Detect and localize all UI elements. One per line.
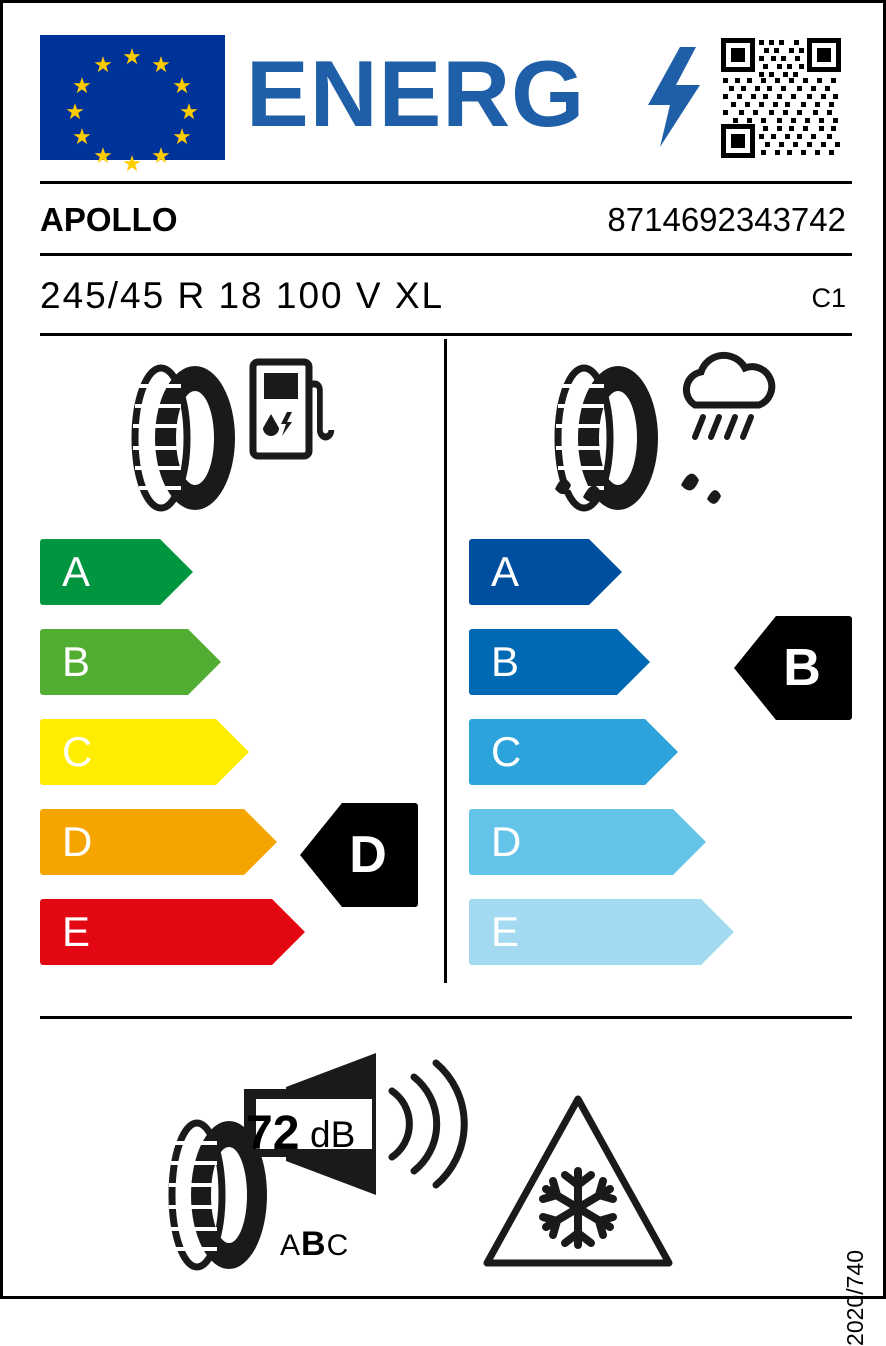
grade-bar-tip (272, 899, 305, 965)
noise-unit: dB (310, 1114, 356, 1155)
qr-code-icon (719, 36, 843, 160)
wet-grade-e (469, 899, 741, 965)
grade-letter: B (62, 638, 91, 685)
grade-bar-tip (673, 809, 706, 875)
grade-bar-tip (188, 629, 221, 695)
grade-letter: A (62, 548, 91, 595)
eu-flag-icon: ★ ★ ★ ★ ★ ★ ★ ★ ★ ★ ★ ★ (40, 35, 225, 160)
grade-bar-tip (617, 629, 650, 695)
grade-bar (469, 539, 629, 605)
label-version-code: 2020/740 (842, 1250, 868, 1346)
grade-bar-tip (589, 539, 622, 605)
grade-bar (40, 899, 312, 965)
grade-letter: E (62, 908, 91, 955)
grade-bar-tip (216, 719, 249, 785)
grade-letter: A (491, 548, 520, 595)
grade-letter: D (62, 818, 93, 865)
noise-class-a: A (280, 1229, 302, 1262)
grade-bar (469, 629, 657, 695)
grade-bar-body (469, 539, 589, 605)
tyre-class: C1 (811, 283, 846, 313)
tyre-size: 245/45 R 18 100 V XL (40, 275, 445, 316)
wet-grip-rating: B (783, 639, 821, 697)
divider-size (40, 333, 852, 336)
noise-class-scale (280, 1225, 349, 1264)
grade-bar-body (40, 539, 160, 605)
grade-bar (40, 629, 228, 695)
brand-name: APOLLO (40, 201, 178, 238)
noise-class-b: B (301, 1225, 327, 1263)
wet-grade-b (469, 629, 657, 695)
divider-header (40, 181, 852, 184)
fuel-efficiency-rating: D (349, 826, 387, 884)
grade-letter: C (491, 728, 522, 775)
grade-letter: B (491, 638, 520, 685)
tyre-icon (125, 358, 250, 518)
fuel-efficiency-rating-marker (300, 803, 418, 907)
divider-noise (40, 1016, 852, 1019)
grade-bar (469, 899, 741, 965)
noise-value: 72 (246, 1107, 300, 1160)
grade-bar-tip (701, 899, 734, 965)
grade-bar (40, 539, 200, 605)
wet-grade-a (469, 539, 629, 605)
grade-letter: C (62, 728, 93, 775)
water-splash-icon (539, 453, 729, 513)
wet-grip-rating-marker (734, 616, 852, 720)
grade-letter: D (491, 818, 522, 865)
noise-class-c: C (326, 1229, 350, 1262)
fuel-grade-d (40, 809, 284, 875)
energy-bolt-icon (646, 47, 702, 147)
grade-bar-tip (645, 719, 678, 785)
page-title: ENERG (246, 41, 586, 146)
grade-bar (469, 719, 685, 785)
fuel-grade-b (40, 629, 228, 695)
grade-bar (40, 809, 284, 875)
serial-number: 8714692343742 (607, 201, 846, 238)
snowflake-mountain-icon (483, 1093, 673, 1268)
wet-grade-c (469, 719, 685, 785)
fuel-pump-icon (251, 358, 329, 463)
wet-grade-d (469, 809, 713, 875)
fuel-grade-c (40, 719, 256, 785)
grade-bar (40, 719, 256, 785)
grade-bar (469, 809, 713, 875)
fuel-grade-a (40, 539, 200, 605)
grade-letter: E (491, 908, 520, 955)
fuel-grade-e (40, 899, 312, 965)
divider-brand (40, 253, 852, 256)
divider-vertical (444, 339, 447, 983)
grade-bar-tip (244, 809, 277, 875)
grade-bar-tip (160, 539, 193, 605)
